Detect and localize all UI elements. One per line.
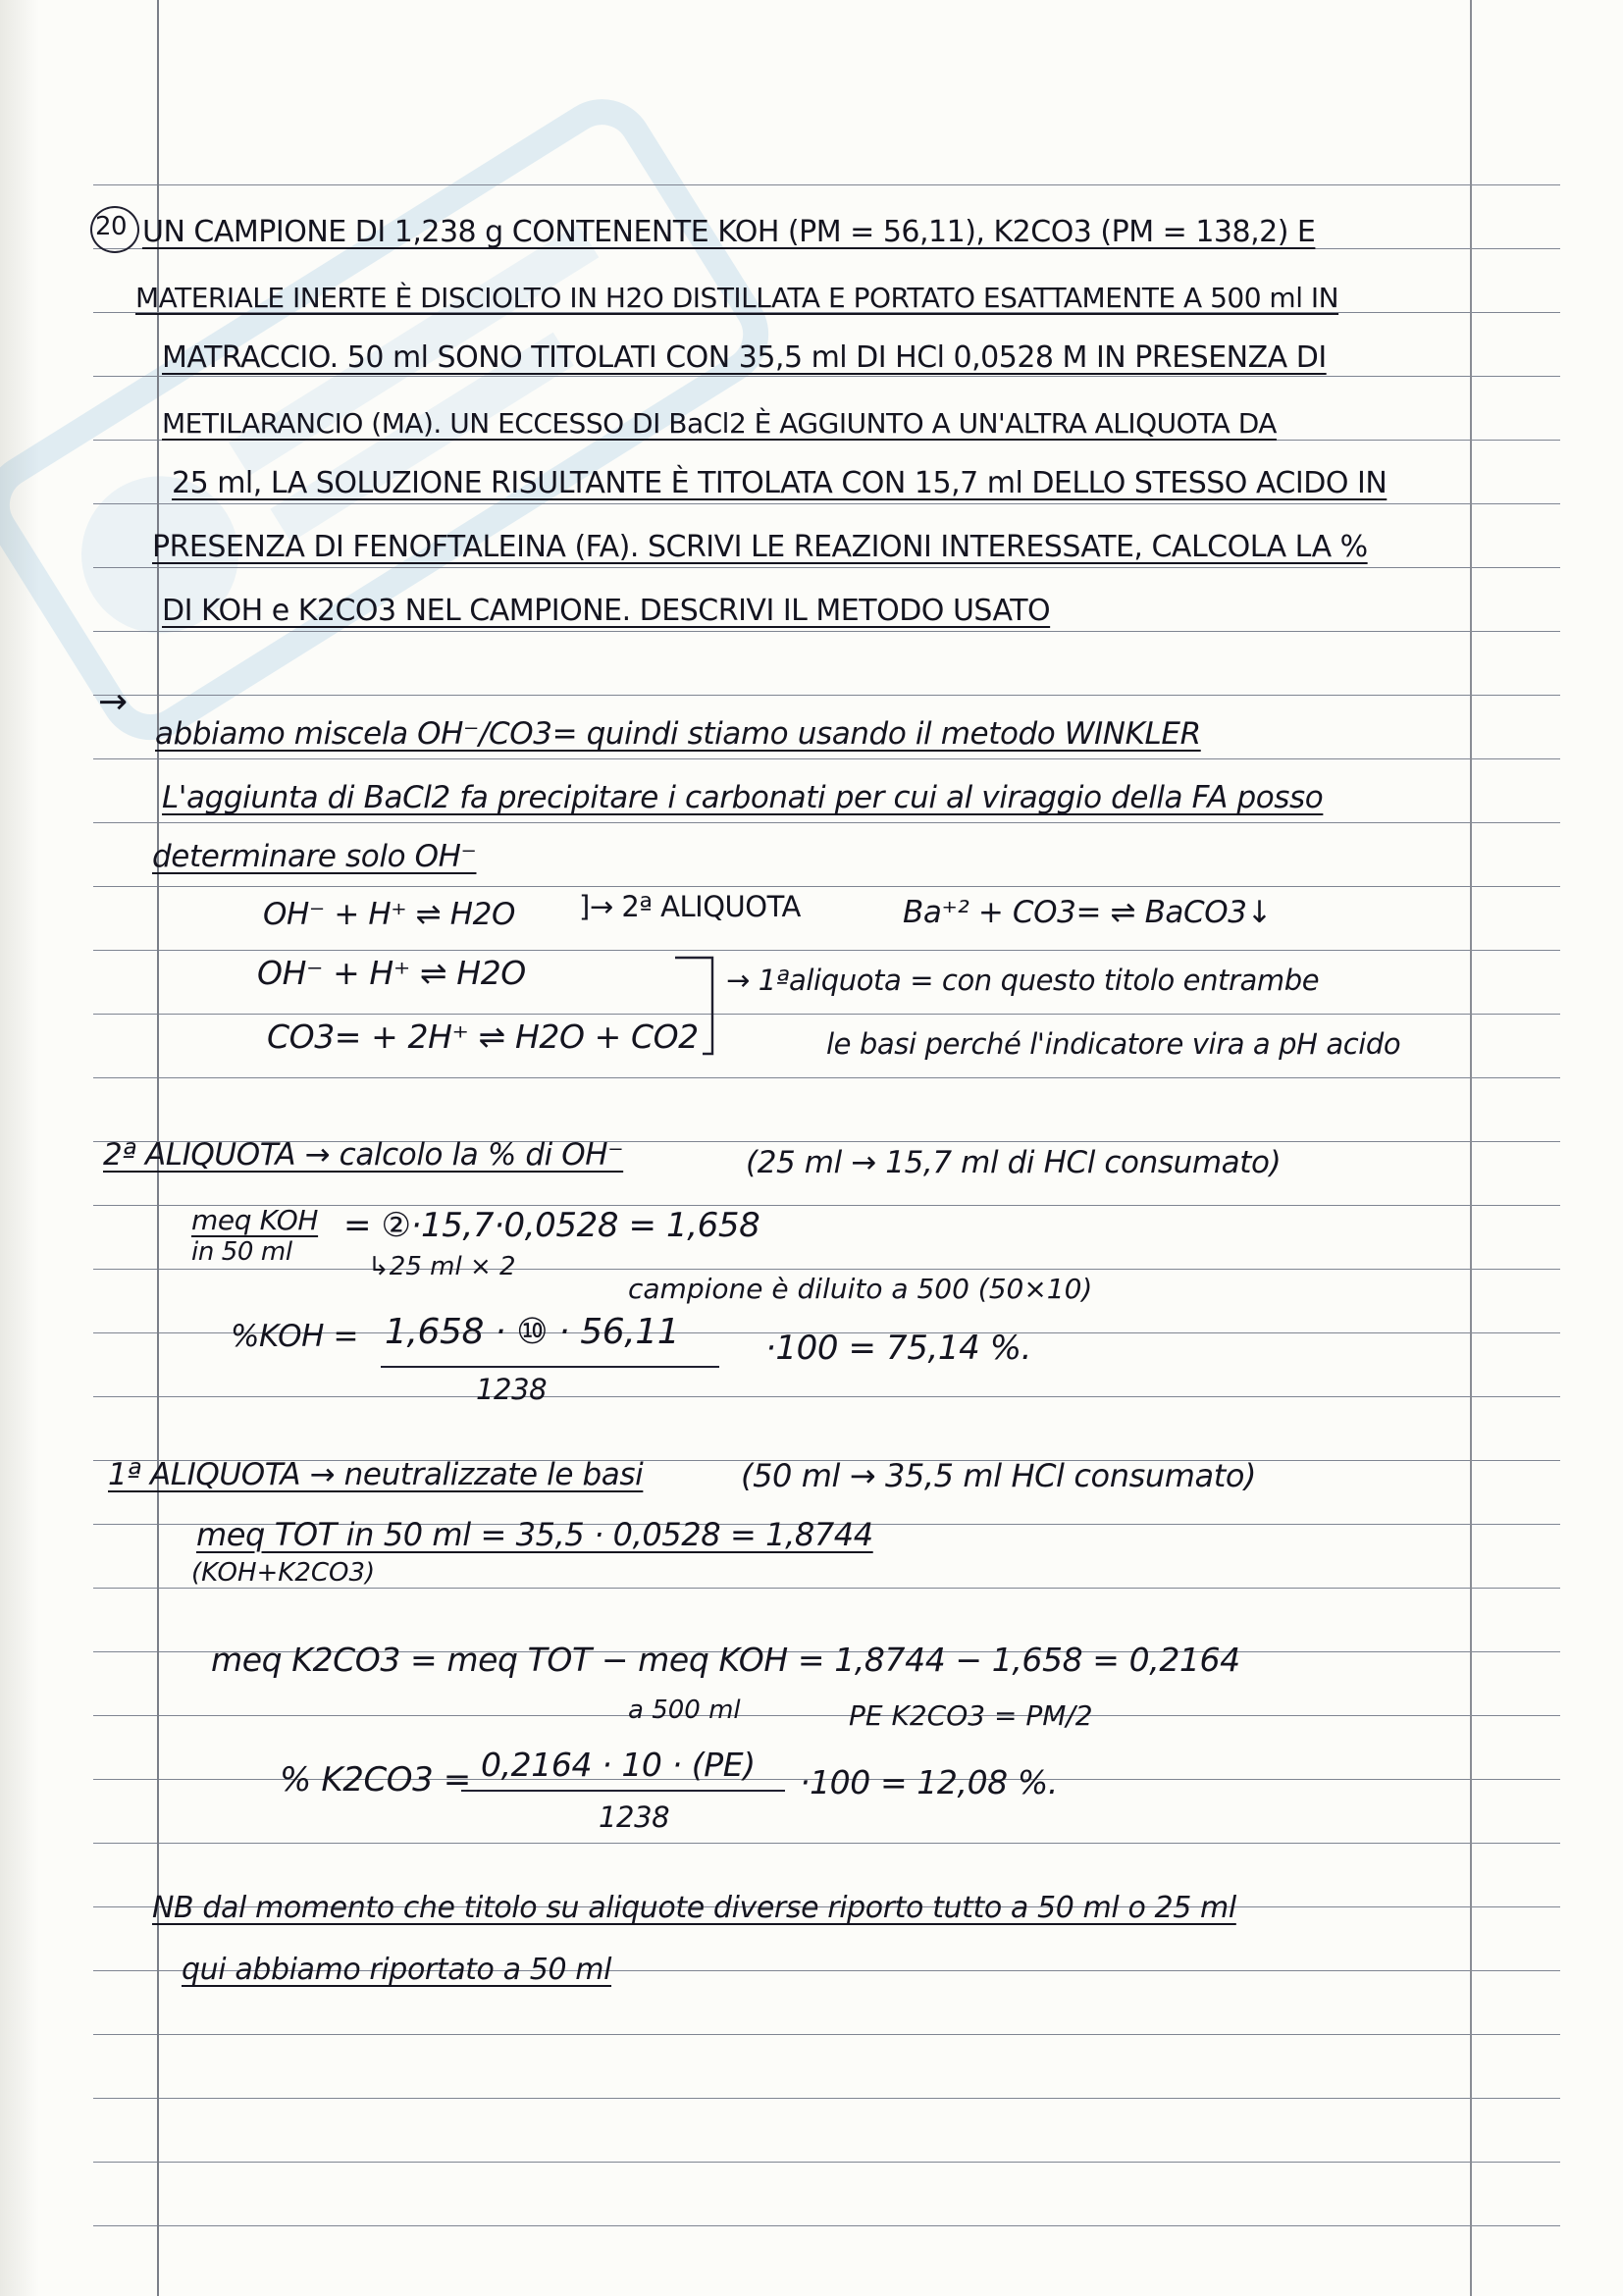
margin-line-right xyxy=(1470,0,1472,2296)
ruled-line xyxy=(93,822,1560,823)
problem-line-1: UN CAMPIONE DI 1,238 g CONTENENTE KOH (PM = 56,11), K2CO3 (PM = 138,2) E xyxy=(142,215,1316,249)
ruled-line xyxy=(93,1077,1560,1078)
aliquot2-pct-result: ·100 = 75,14 %. xyxy=(765,1329,1032,1368)
reaction-ba-co3: Ba⁺² + CO3= ⇌ BaCO3↓ xyxy=(903,895,1273,930)
aliquot1-meq-tot: meq TOT in 50 ml = 35,5 · 0,0528 = 1,8744 xyxy=(196,1516,873,1553)
aliquot1-title: 1ª ALIQUOTA → neutralizzate le basi xyxy=(108,1457,644,1492)
ruled-line xyxy=(93,376,1560,377)
reaction-note-1: → 1ªaliquota = con questo titolo entrambe xyxy=(726,964,1320,997)
ruled-line xyxy=(93,758,1560,759)
aliquot2-meq-note: ↳25 ml × 2 xyxy=(368,1252,516,1281)
aliquot1-note-pe: PE K2CO3 = PM/2 xyxy=(849,1699,1093,1732)
nb-line-1: NB dal momento che titolo su aliquote diverse riporto tutto a 50 ml o 25 ml xyxy=(152,1891,1236,1925)
problem-line-5: 25 ml, LA SOLUZIONE RISULTANTE È TITOLATA CON 15,7 ml DELLO STESSO ACIDO IN xyxy=(172,466,1387,500)
aliquot1-meq-k2co3: meq K2CO3 = meq TOT − meq KOH = 1,8744 − 1,658 = 0,2164 xyxy=(211,1641,1240,1679)
reaction-oh-2nd: OH⁻ + H⁺ ⇌ H2O xyxy=(263,897,515,932)
reaction-co3: CO3= + 2H⁺ ⇌ H2O + CO2 xyxy=(267,1018,699,1056)
reaction-note-2: le basi perché l'indicatore vira a pH acido xyxy=(826,1027,1401,1061)
ruled-line xyxy=(93,1396,1560,1397)
aliquot2-pct-den: 1238 xyxy=(476,1373,548,1406)
ruled-line xyxy=(93,184,1560,185)
aliquot2-fraction-bar xyxy=(381,1366,719,1368)
aliquot1-pct-den: 1238 xyxy=(599,1800,670,1834)
ruled-line xyxy=(93,886,1560,887)
aliquot2-pct-num: 1,658 · ⑩ · 56,11 xyxy=(385,1312,680,1352)
intro-line-2: L'aggiunta di BaCl2 fa precipitare i carbonati per cui al viraggio della FA posso xyxy=(162,780,1324,815)
ruled-line xyxy=(93,2098,1560,2099)
nb-line-2: qui abbiamo riportato a 50 ml xyxy=(182,1953,612,1987)
reaction-oh-1st: OH⁻ + H⁺ ⇌ H2O xyxy=(257,954,526,992)
reaction-2nd-aliquot-note: ]→ 2ª ALIQUOTA xyxy=(579,890,801,923)
ruled-line xyxy=(93,950,1560,951)
aliquot1-paren: (50 ml → 35,5 ml HCl consumato) xyxy=(741,1457,1257,1494)
aliquot2-meq-eq: = ②·15,7·0,0528 = 1,658 xyxy=(343,1206,760,1245)
aliquot1-meq-tot-sub: (KOH+K2CO3) xyxy=(191,1558,376,1588)
watermark-logo xyxy=(0,16,904,906)
problem-line-4: METILARANCIO (MA). UN ECCESSO DI BaCl2 È AGGIUNTO A UN'ALTRA ALIQUOTA DA xyxy=(162,407,1277,440)
ruled-line xyxy=(93,503,1560,504)
aliquot2-dilution-note: campione è diluito a 500 (50×10) xyxy=(628,1273,1093,1305)
ruled-line xyxy=(93,2034,1560,2035)
ruled-line xyxy=(93,1843,1560,1844)
aliquot1-pct-result: ·100 = 12,08 %. xyxy=(800,1763,1058,1801)
ruled-line xyxy=(93,1588,1560,1589)
ruled-line xyxy=(93,695,1560,696)
ruled-line xyxy=(93,567,1560,568)
intro-arrow: → xyxy=(98,682,128,722)
aliquot1-fraction-bar xyxy=(461,1790,785,1792)
aliquot2-paren: (25 ml → 15,7 ml di HCl consumato) xyxy=(746,1145,1282,1180)
ruled-line xyxy=(93,631,1560,632)
aliquot2-meq-sub: in 50 ml xyxy=(191,1237,292,1267)
ruled-line xyxy=(93,2162,1560,2163)
ruled-line xyxy=(93,440,1560,441)
ruled-line xyxy=(93,1014,1560,1015)
intro-line-1: abbiamo miscela OH⁻/CO3= quindi stiamo usando il metodo WINKLER xyxy=(155,716,1201,752)
ruled-line xyxy=(93,1269,1560,1270)
aliquot2-meq-label: meq KOH xyxy=(191,1204,319,1236)
problem-number: 20 xyxy=(95,212,128,241)
scan-edge-shadow xyxy=(0,0,39,2296)
intro-line-3: determinare solo OH⁻ xyxy=(152,839,477,874)
aliquot2-pct-label: %KOH = xyxy=(231,1319,359,1354)
problem-line-7: DI KOH e K2CO3 NEL CAMPIONE. DESCRIVI IL METODO USATO xyxy=(162,594,1051,628)
problem-line-2: MATERIALE INERTE È DISCIOLTO IN H2O DISTILLATA E PORTATO ESATTAMENTE A 500 ml IN xyxy=(135,282,1339,314)
aliquot1-note-a500: a 500 ml xyxy=(628,1696,741,1725)
problem-line-3: MATRACCIO. 50 ml SONO TITOLATI CON 35,5 ml DI HCl 0,0528 M IN PRESENZA DI xyxy=(162,340,1327,375)
ruled-line xyxy=(93,1715,1560,1716)
aliquot1-pct-label: % K2CO3 = xyxy=(280,1760,471,1800)
problem-line-6: PRESENZA DI FENOFTALEINA (FA). SCRIVI LE REAZIONI INTERESSATE, CALCOLA LA % xyxy=(152,530,1368,564)
aliquot1-pct-num: 0,2164 · 10 · (PE) xyxy=(481,1746,756,1784)
aliquot2-title: 2ª ALIQUOTA → calcolo la % di OH⁻ xyxy=(103,1137,624,1173)
ruled-line xyxy=(93,2225,1560,2226)
